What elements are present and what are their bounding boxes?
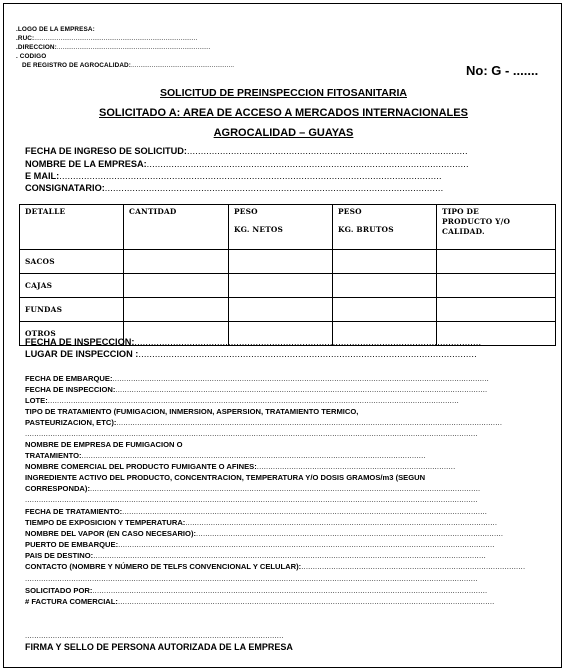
signature-line[interactable]: ................................................................................................................ xyxy=(25,631,284,640)
consignatario-field[interactable]: CONSIGNATARIO:........................................................................................................................... xyxy=(25,183,444,193)
logo-label: .LOGO DE LA EMPRESA: xyxy=(16,26,95,33)
solicitado-por-field[interactable]: SOLICITADO POR:........................................................................................................................................................................... xyxy=(25,586,488,595)
header-cantidad: CANTIDAD xyxy=(124,205,229,250)
request-number: No: G - ....... xyxy=(466,63,539,78)
blank-line[interactable]: .................................................................................................................................................................................................... xyxy=(25,574,478,583)
signature-label: FIRMA Y SELLO DE PERSONA AUTORIZADA DE LA EMPRESA xyxy=(25,642,293,652)
pais-destino-field[interactable]: PAIS DE DESTINO:.......................................................................................................................................................................... xyxy=(25,551,486,560)
cell-input[interactable] xyxy=(437,298,556,322)
form-agency: AGROCALIDAD – GUAYAS xyxy=(213,127,354,139)
row-label: CAJAS xyxy=(20,274,124,298)
cell-input[interactable] xyxy=(333,274,437,298)
fecha-embarque-field[interactable]: FECHA DE EMBARQUE:................................................................................................................................................................... xyxy=(25,374,489,383)
fecha-inspeccion-2-field[interactable]: FECHA DE INSPECCION:................................................................................................................................................................. xyxy=(25,385,488,394)
header-detalle: DETALLE xyxy=(20,205,124,250)
cell-input[interactable] xyxy=(124,298,229,322)
factura-comercial-field[interactable]: # FACTURA COMERCIAL:................................................................................................................................................................... xyxy=(25,597,495,606)
cell-input[interactable] xyxy=(333,250,437,274)
codigo-label: . CODIGO xyxy=(16,53,47,60)
row-label: FUNDAS xyxy=(20,298,124,322)
form-subtitle: SOLICITADO A: AREA DE ACCESO A MERCADOS INTERNACIONALES xyxy=(99,107,468,119)
nombre-comercial-field[interactable]: NOMBRE COMERCIAL DEL PRODUCTO FUMIGANTE O AFINES:...................................................................................... xyxy=(25,462,456,471)
email-field[interactable]: E MAIL:........................................................................................................................................... xyxy=(25,171,442,181)
cell-input[interactable] xyxy=(229,274,333,298)
blank-line[interactable]: .................................................................................................................................................................................................... xyxy=(25,429,478,438)
tiempo-exposicion-field[interactable]: TIEMPO DE EXPOSICION Y TEMPERATURA:....................................................................................................................................... xyxy=(25,518,498,527)
cell-input[interactable] xyxy=(229,250,333,274)
lugar-inspeccion-field[interactable]: LUGAR DE INSPECCION :........................................................................................................................... xyxy=(25,349,477,359)
tipo-tratamiento-field-cont[interactable]: PASTEURIZACION, ETC):....................................................................................................................................................................... xyxy=(25,418,503,427)
empresa-fumigacion-field-cont[interactable]: TRATAMIENTO:..................................................................................................................................................... xyxy=(25,451,426,460)
puerto-embarque-field[interactable]: PUERTO DE EMBARQUE:................................................................................................................................................................... xyxy=(25,540,495,549)
fecha-ingreso-field[interactable]: FECHA DE INGRESO DE SOLICITUD:...................................................................................................... xyxy=(25,146,468,156)
header-peso-netos: PESO KG. NETOS xyxy=(229,205,333,250)
empresa-fumigacion-field[interactable]: NOMBRE DE EMPRESA DE FUMIGACION O xyxy=(25,440,183,449)
table-row xyxy=(20,274,556,298)
ingrediente-activo-field-cont[interactable]: CORRESPONDA):......................................................................................................................................................................... xyxy=(25,484,481,493)
row-label: OTROS xyxy=(20,322,124,346)
cell-input[interactable] xyxy=(124,250,229,274)
table-row xyxy=(20,250,556,274)
product-table xyxy=(19,204,556,346)
tipo-tratamiento-field[interactable]: TIPO DE TRATAMIENTO (FUMIGACION, INMERSION, ASPERSION, TRATAMIENTO TERMICO, xyxy=(25,407,359,416)
cell-input[interactable] xyxy=(229,298,333,322)
cell-input[interactable] xyxy=(437,250,556,274)
row-label: SACOS xyxy=(20,250,124,274)
contacto-field[interactable]: CONTACTO (NOMBRE Y NÚMERO DE TELFS CONVENCIONAL Y CELULAR):................................................................................................. xyxy=(25,562,526,571)
form-title: SOLICITUD DE PREINSPECCION FITOSANITARIA xyxy=(160,87,407,99)
lote-field[interactable]: LOTE:.................................................................................................................................................................................. xyxy=(25,396,459,405)
table-header-row xyxy=(20,205,556,250)
nombre-empresa-field[interactable]: NOMBRE DE LA EMPRESA:..................................................................................................................... xyxy=(25,159,469,169)
nombre-vapor-field[interactable]: NOMBRE DEL VAPOR (EN CASO NECESARIO):..................................................................................................................................... xyxy=(25,529,504,538)
fecha-tratamiento-field[interactable]: FECHA DE TRATAMIENTO:.............................................................................................................................................................. xyxy=(25,507,488,516)
direccion-field: .DIRECCION:.................................................................................. xyxy=(16,44,211,51)
registro-field: DE REGISTRO DE AGROCALIDAD:....................................................... xyxy=(22,62,235,69)
cell-input[interactable] xyxy=(333,298,437,322)
ruc-field: .RUC:....................................................................................... xyxy=(16,35,198,42)
cell-input[interactable] xyxy=(437,274,556,298)
cell-input[interactable] xyxy=(124,274,229,298)
table-row xyxy=(20,298,556,322)
header-tipo-producto: TIPO DE PRODUCTO Y/O CALIDAD. xyxy=(437,205,556,250)
header-peso-brutos: PESO KG. BRUTOS xyxy=(333,205,437,250)
blank-line[interactable]: .................................................................................................................................................................................................... xyxy=(25,495,478,504)
fecha-inspeccion-field[interactable]: FECHA DE INSPECCION:.............................................................................................................................. xyxy=(25,337,482,347)
ingrediente-activo-field[interactable]: INGREDIENTE ACTIVO DEL PRODUCTO, CONCENTRACION, TEMPERATURA Y/O DOSIS GRAMOS/m3 (SEGUN xyxy=(25,473,426,482)
